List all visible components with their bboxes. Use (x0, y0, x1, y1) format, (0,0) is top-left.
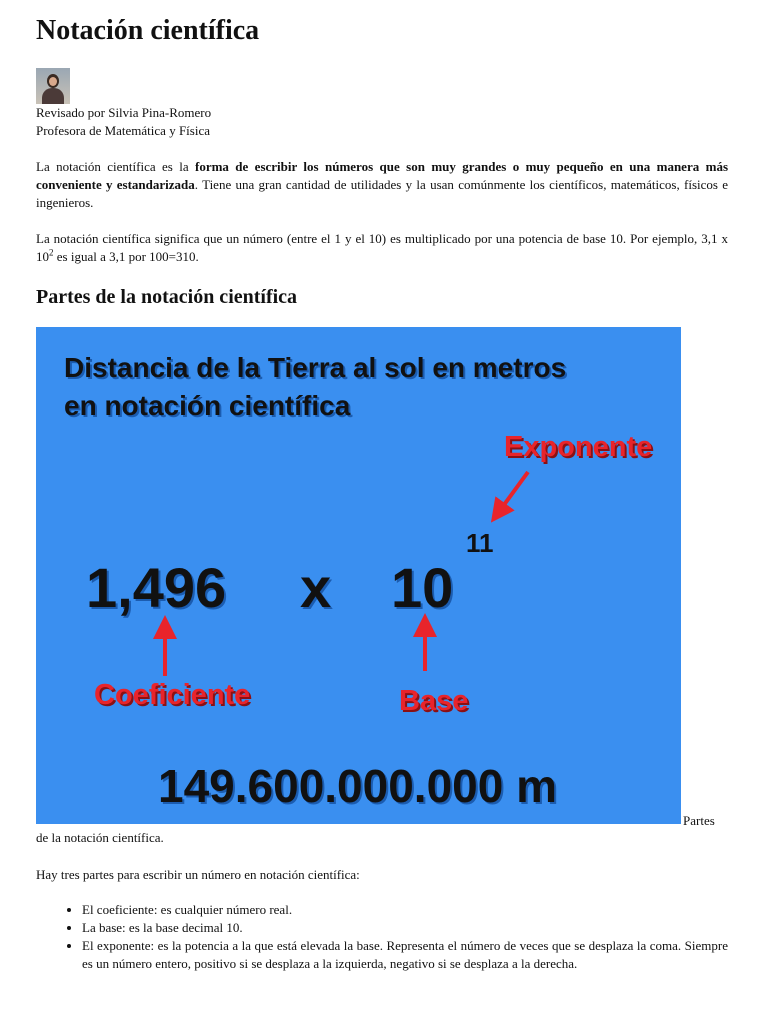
p2-after: es igual a 3,1 por 100=310. (53, 249, 199, 264)
p1-before: La notación científica es la (36, 159, 195, 174)
figure-title (64, 349, 566, 425)
exponent-arrow (498, 472, 528, 513)
figure-caption-part1: Partes (683, 813, 715, 828)
p1-after: . Tiene una gran cantidad de utilidades y la usan comúnmente los científicos, matemáticos, físicos e ingenieros. (36, 177, 728, 210)
exponent-value: 11 (466, 528, 494, 558)
author-reviewed: Revisado por Silvia Pina-Romero (36, 105, 212, 120)
author-block (36, 104, 211, 140)
page-title: Notación científica (36, 15, 260, 46)
times-sign: x (300, 556, 332, 619)
p2-text: La notación científica significa que un número (entre el 1 y el 10) es multiplicado por una potencia de base 10. Por ejemplo, 3,1 x 10 (36, 231, 728, 264)
p1-bold: forma de escribir los números que son muy grandes o muy pequeño en una manera más conveniente y estandarizada (36, 159, 728, 192)
base-label: Base (399, 685, 469, 717)
distance-value: 149.600.000.000 m (158, 760, 558, 812)
section-heading: Partes de la notación científica (36, 286, 298, 308)
parts-list (36, 901, 728, 973)
coefficient-label: Coeficiente (94, 679, 251, 711)
figure-title-line2: en notación científica (64, 390, 351, 421)
base-value: 10 (391, 556, 454, 619)
intro-paragraph (36, 158, 728, 212)
list-item: • El exponente: es la potencia a la que está elevada la base. Representa el número de veces que se desplaza la coma. Siempre es un número entero, positivo si se desplaza a la izquierda, negativo si se desplaza a la derecha. (82, 937, 728, 973)
author-role: Profesora de Matemática y Física (36, 123, 210, 138)
scientific-notation-figure (36, 327, 681, 824)
coefficient-value: 1,496 (86, 556, 227, 619)
definition-paragraph (36, 230, 728, 266)
figure-title-line1: Distancia de la Tierra al sol en metros (64, 352, 567, 383)
list-item: • La base: es la base decimal 10. (82, 919, 728, 937)
exponent-label: Exponente (504, 431, 653, 463)
parts-intro: Hay tres partes para escribir un número en notación científica: (36, 867, 360, 882)
p2-sup: 2 (49, 247, 54, 258)
figure-caption-part2: de la notación científica. (36, 830, 164, 845)
author-avatar (36, 68, 70, 104)
list-item: • El coeficiente: es cualquier número real. (82, 901, 728, 919)
